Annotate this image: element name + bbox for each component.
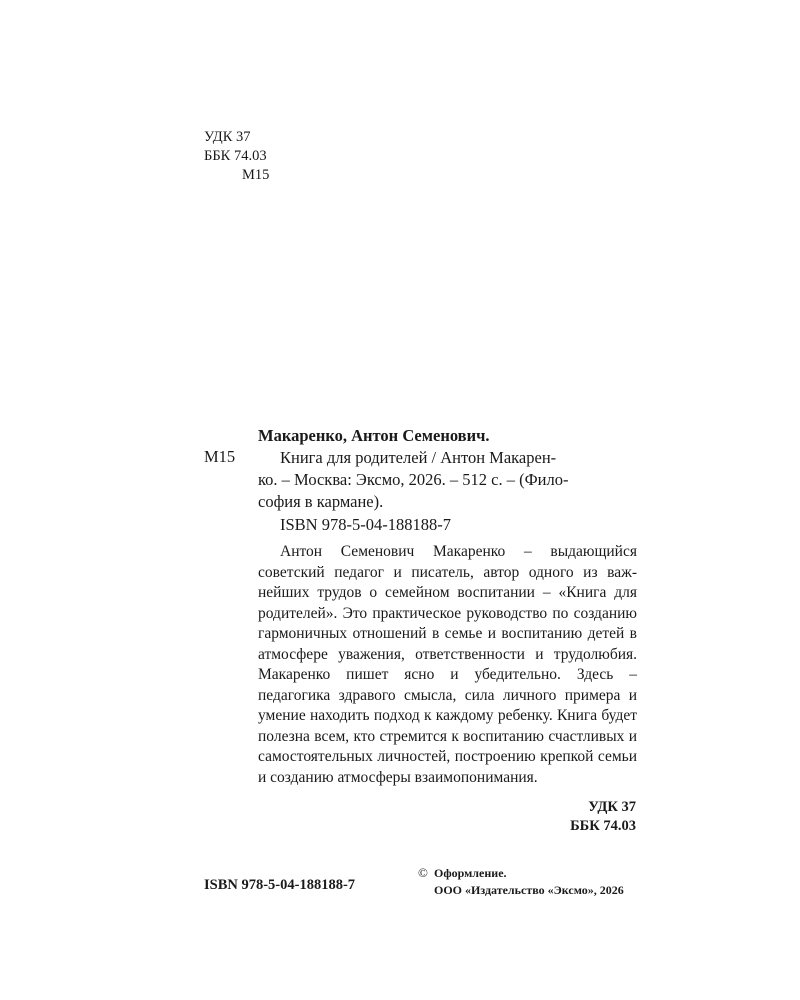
udk-code: УДК 37	[204, 129, 251, 145]
copyright-icon: ©	[418, 865, 428, 880]
annotation	[258, 542, 637, 788]
bbk-code: ББК 74.03	[204, 148, 267, 164]
footer-isbn: ISBN 978-5-04-188188-7	[204, 877, 356, 893]
copyright-block	[418, 864, 624, 899]
card-udk: УДК 37	[588, 799, 636, 815]
card-author-mark: М15	[204, 447, 236, 466]
annotation-text: Антон Семенович Макаренко – выдающийся советский педагог и писатель, автор одного из важнейших трудов о семейном воспитании – «Книга для родителей». Это практическое руководство по созданию гармоничных отношений в семье и воспитанию детей в атмосфере уважения, ответственности и трудолюбия. Макаренко пишет ясно и убедительно. Здесь – педагогика здравого смысла, сила личного примера и умение находить подход к каждому ребенку. Книга будет полезна всем, кто стремится к воспитанию счастливых и самостоятельных личностей, построению крепкой семьи и созданию атмосферы взаимопонимания.	[258, 543, 637, 786]
card-bbk: ББК 74.03	[570, 818, 636, 834]
card-classification	[540, 798, 636, 836]
copyright-design: Оформление.	[434, 866, 507, 880]
biblio-line: ко. – Москва: Эксмо, 2026. – 512 с. – (Фило-	[258, 470, 569, 489]
author-mark: М15	[242, 167, 270, 183]
biblio-line: софия в кармане).	[258, 492, 384, 511]
bibliographic-description	[258, 447, 637, 513]
biblio-line: Книга для родителей / Антон Макарен-	[280, 448, 557, 467]
author-heading: Макаренко, Антон Семенович.	[258, 426, 490, 445]
copyright-publisher: ООО «Издательство «Эксмо», 2026	[434, 883, 624, 897]
header-codes	[204, 128, 269, 185]
card-isbn: ISBN 978-5-04-188188-7	[280, 515, 451, 534]
